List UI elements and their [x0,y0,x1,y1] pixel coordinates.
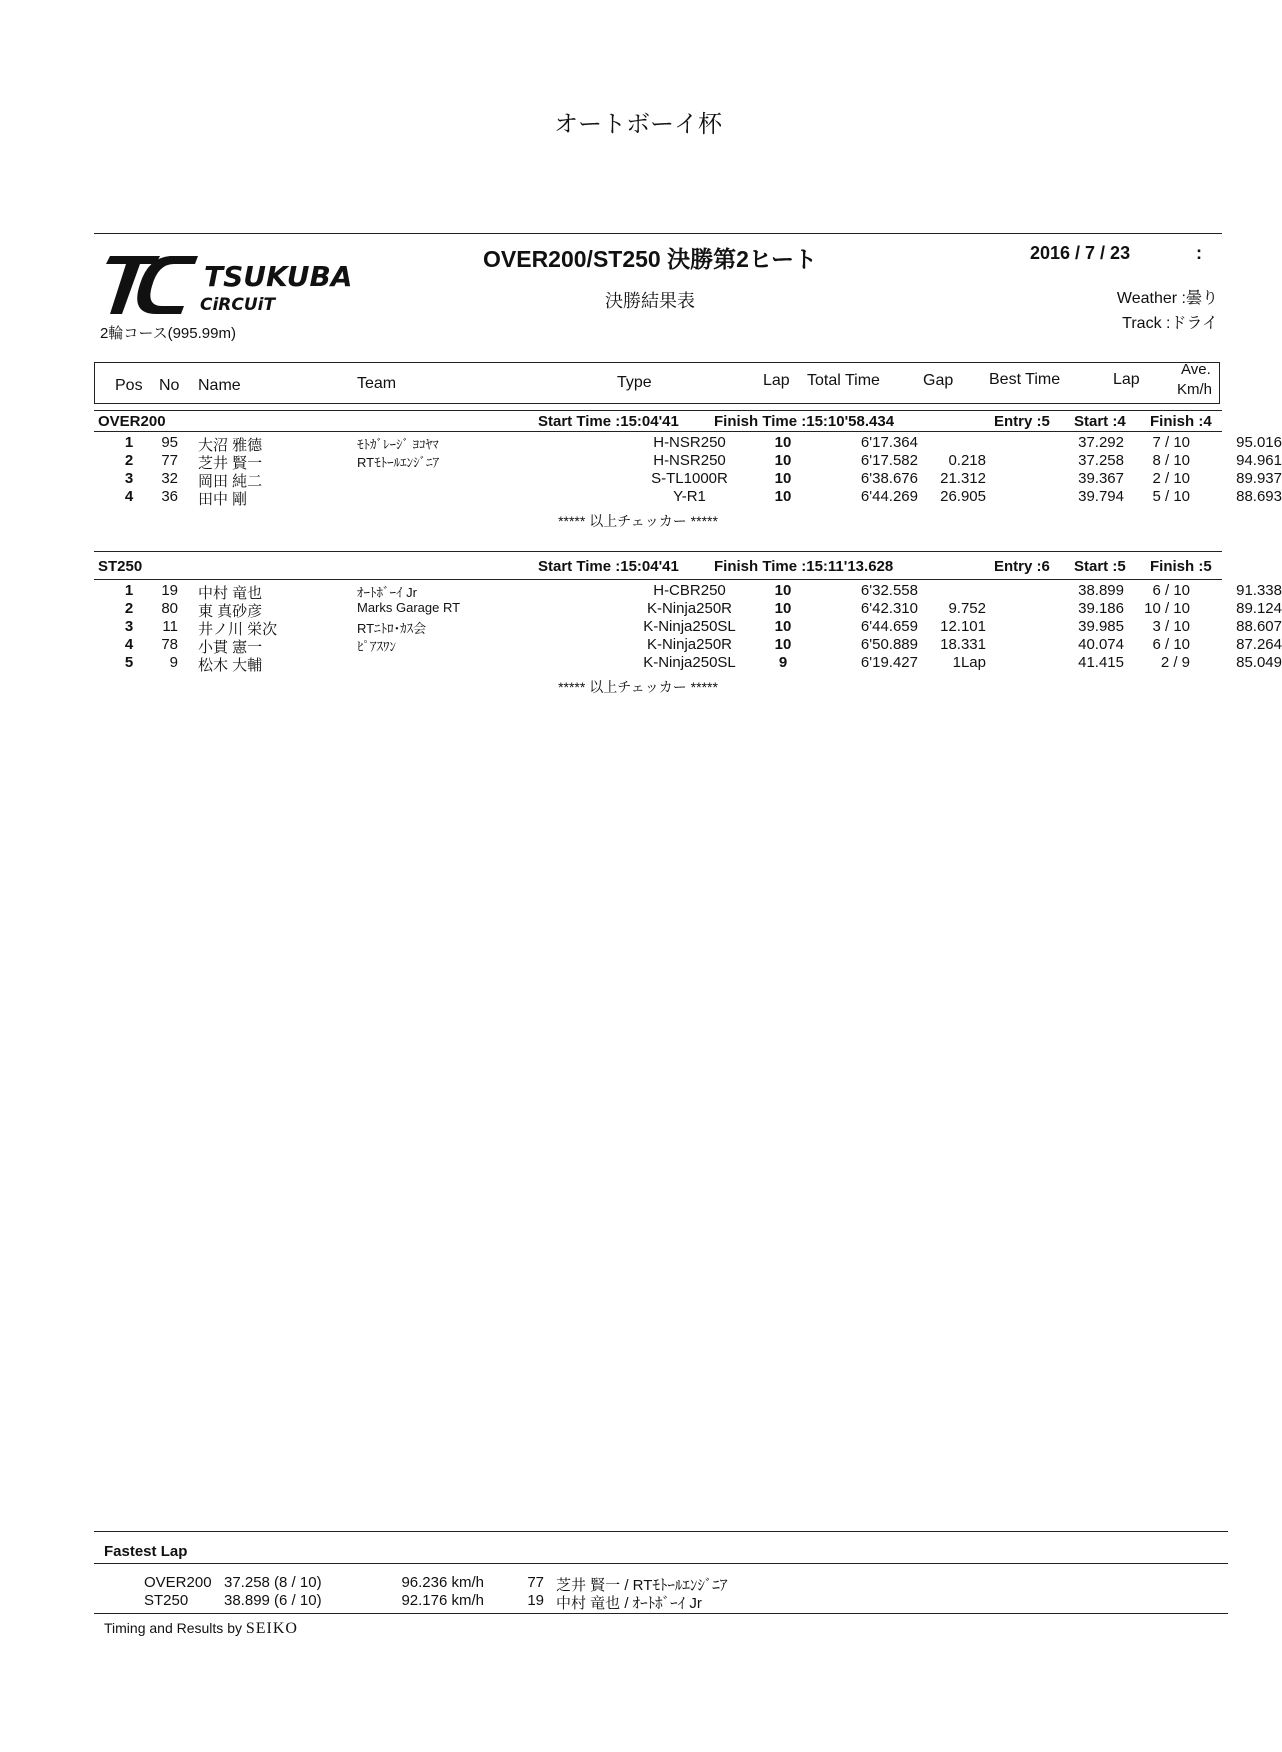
fastest-class: OVER200 [144,1574,212,1591]
over200-top-rule [94,410,1222,411]
section-finish: Finish :4 [1150,413,1212,430]
machine-type: Y-R1 [673,488,706,505]
best-time: 40.074 [1078,636,1124,653]
section-over200 [94,412,1222,432]
best-time: 39.985 [1078,618,1124,635]
race-time-placeholder: : [1196,243,1202,263]
average-speed: 88.607 [1236,618,1282,635]
pos: 5 [124,654,134,671]
pos: 3 [124,470,134,487]
laps: 10 [774,582,792,599]
number: 78 [161,636,178,653]
laps: 10 [774,600,792,617]
pos: 1 [124,582,134,599]
st250-bottom-rule [94,579,1222,580]
fastest-lap-title: Fastest Lap [104,1543,188,1560]
team: ﾓﾄｶﾞﾚｰｼﾞ ﾖｺﾔﾏ [357,437,439,452]
fastest-rider: 芝井 賢一 / RTﾓﾄｰﾙｴﾝｼﾞﾆｱ [556,1577,728,1594]
number: 80 [161,600,178,617]
col-gap: Gap [923,372,954,389]
best-time: 39.794 [1078,488,1124,505]
col-ave-line1: Ave. [1181,361,1211,378]
section-start: Start :4 [1074,413,1126,430]
rider-name: 松木 大輔 [198,657,263,674]
fastest-rider: 中村 竜也 / ｵｰﾄﾎﾞｰｲ Jr [556,1595,702,1612]
best-lap: 2 / 9 [1160,654,1190,671]
number: 36 [161,488,178,505]
section-name: OVER200 [98,413,166,430]
average-speed: 89.124 [1236,600,1282,617]
machine-type: H-CBR250 [653,582,726,599]
table-row [94,452,1282,472]
fastest-top-rule [94,1531,1228,1532]
table-row [94,636,1282,656]
machine-type: H-NSR250 [653,452,726,469]
average-speed: 89.937 [1236,470,1282,487]
machine-type: H-NSR250 [653,434,726,451]
rider-name: 芝井 賢一 [198,455,263,472]
fastest-number: 77 [527,1574,544,1591]
pos: 3 [124,618,134,635]
machine-type: K-Ninja250R [646,600,733,617]
team: ｵｰﾄﾎﾞｰｲ Jr [357,585,417,600]
average-speed: 94.961 [1236,452,1282,469]
team: RTﾓﾄｰﾙｴﾝｼﾞﾆｱ [357,455,440,470]
col-team: Team [357,375,397,392]
col-no: No [159,377,180,394]
best-lap: 3 / 10 [1152,618,1190,635]
section-finish-time: Finish Time :15:11'13.628 [714,558,894,575]
machine-type: K-Ninja250R [646,636,733,653]
table-row [94,470,1282,490]
col-name: Name [198,377,241,394]
pos: 4 [124,488,134,505]
total-time: 6'44.659 [860,618,918,635]
col-total-time: Total Time [807,372,880,389]
section-start-time: Start Time :15:04'41 [538,413,679,430]
rider-name: 東 真砂彦 [198,603,263,620]
rider-name: 大沼 雅德 [198,437,263,454]
table-row [94,488,1282,508]
gap: 26.905 [940,488,986,505]
best-lap: 2 / 10 [1152,470,1190,487]
column-header-row [94,362,1220,404]
fastest-speed: 92.176 km/h [401,1592,484,1609]
over200-bottom-rule [94,431,1222,432]
logo-text-circuit: CiRCUiT [200,295,276,315]
table-row [94,618,1282,638]
fastest-lap-row [94,1592,1222,1610]
average-speed: 85.049 [1236,654,1282,671]
best-lap: 5 / 10 [1152,488,1190,505]
best-lap: 8 / 10 [1152,452,1190,469]
section-st250 [94,557,1222,577]
laps: 10 [774,488,792,505]
number: 77 [161,452,178,469]
team: ﾋﾟｱｽﾜﾝ [357,639,396,654]
total-time: 6'44.269 [860,488,918,505]
track-info: Track :ドライ [1122,315,1218,332]
fastest-time: 37.258 (8 / 10) [224,1574,322,1591]
fastest-bottom-rule [94,1613,1228,1614]
total-time: 6'42.310 [860,600,918,617]
laps: 10 [774,618,792,635]
best-lap: 10 / 10 [1144,600,1190,617]
laps: 10 [774,452,792,469]
results-subtitle: 決勝結果表 [605,291,695,311]
table-row [94,582,1282,602]
machine-type: K-Ninja250SL [643,618,736,635]
pos: 2 [124,452,134,469]
best-time: 38.899 [1078,582,1124,599]
gap: 1Lap [952,654,986,671]
gap: 12.101 [940,618,986,635]
number: 95 [161,434,178,451]
weather-info: Weather :曇り [1116,290,1218,307]
total-time: 6'38.676 [860,470,918,487]
timing-footer [104,1620,298,1638]
rider-name: 中村 竜也 [198,585,263,602]
fastest-time: 38.899 (6 / 10) [224,1592,322,1609]
header-top-rule [94,233,1222,234]
col-type: Type [617,374,652,391]
race-date: 2016 / 7 / 23 [1030,243,1131,263]
team: RTﾆﾄﾛ･ｶｽ会 [357,621,427,636]
section-entry: Entry :6 [994,558,1050,575]
tsukuba-circuit-logo [100,250,360,320]
table-row [94,654,1282,674]
total-time: 6'32.558 [860,582,918,599]
number: 19 [161,582,178,599]
seiko-logo: SEIKO [245,1620,298,1637]
best-lap: 6 / 10 [1152,636,1190,653]
team: Marks Garage RT [357,600,461,615]
rider-name: 小貫 憲一 [198,639,263,656]
col-lap: Lap [763,372,790,389]
rider-name: 井ノ川 栄次 [198,621,278,638]
section-start-time: Start Time :15:04'41 [538,558,679,575]
section-start: Start :5 [1074,558,1126,575]
gap: 18.331 [940,636,986,653]
pos: 2 [124,600,134,617]
total-time: 6'17.364 [860,434,918,451]
laps: 9 [778,654,788,671]
col-best-lap: Lap [1113,371,1140,388]
total-time: 6'50.889 [860,636,918,653]
best-lap: 6 / 10 [1152,582,1190,599]
table-row [94,600,1282,620]
section-finish: Finish :5 [1150,558,1212,575]
average-speed: 87.264 [1236,636,1282,653]
laps: 10 [774,636,792,653]
logo-mark-c [137,256,198,314]
pos: 1 [124,434,134,451]
st250-top-rule [94,551,1222,552]
table-row [94,434,1282,454]
number: 32 [161,470,178,487]
average-speed: 88.693 [1236,488,1282,505]
best-time: 37.292 [1078,434,1124,451]
gap: 21.312 [940,470,986,487]
machine-type: K-Ninja250SL [643,654,736,671]
best-time: 37.258 [1078,452,1124,469]
machine-type: S-TL1000R [651,470,728,487]
logo-text-tsukuba: TSUKUBA [204,260,353,293]
total-time: 6'19.427 [860,654,918,671]
best-time: 39.186 [1078,600,1124,617]
laps: 10 [774,470,792,487]
col-best-time: Best Time [989,371,1061,388]
page-title: オートボーイ杯 [554,111,722,138]
col-ave-line2: Km/h [1177,381,1213,398]
checker-end-mark: ***** 以上チェッカー ***** [558,679,718,695]
footer-prefix: Timing and Results by [104,1620,242,1636]
race-title: OVER200/ST250 決勝第2ヒート [483,246,817,272]
section-finish-time: Finish Time :15:10'58.434 [714,413,895,430]
fastest-class: ST250 [144,1592,189,1609]
pos: 4 [124,636,134,653]
section-entry: Entry :5 [994,413,1050,430]
best-time: 41.415 [1078,654,1124,671]
section-name: ST250 [98,558,143,575]
col-pos: Pos [115,377,143,394]
laps: 10 [774,434,792,451]
fastest-number: 19 [527,1592,544,1609]
gap: 9.752 [948,600,986,617]
number: 11 [162,618,178,635]
average-speed: 95.016 [1236,434,1282,451]
fastest-lap-row [94,1574,1222,1592]
rider-name: 岡田 純二 [198,473,263,490]
number: 9 [169,654,178,671]
fastest-speed: 96.236 km/h [401,1574,484,1591]
average-speed: 91.338 [1236,582,1282,599]
course-length: 2輪コース(995.99m) [100,325,236,342]
fastest-title-rule [94,1563,1228,1564]
best-lap: 7 / 10 [1152,434,1190,451]
rider-name: 田中 剛 [198,491,248,508]
checker-end-mark: ***** 以上チェッカー ***** [558,513,718,529]
total-time: 6'17.582 [860,452,918,469]
best-time: 39.367 [1078,470,1124,487]
gap: 0.218 [948,452,986,469]
